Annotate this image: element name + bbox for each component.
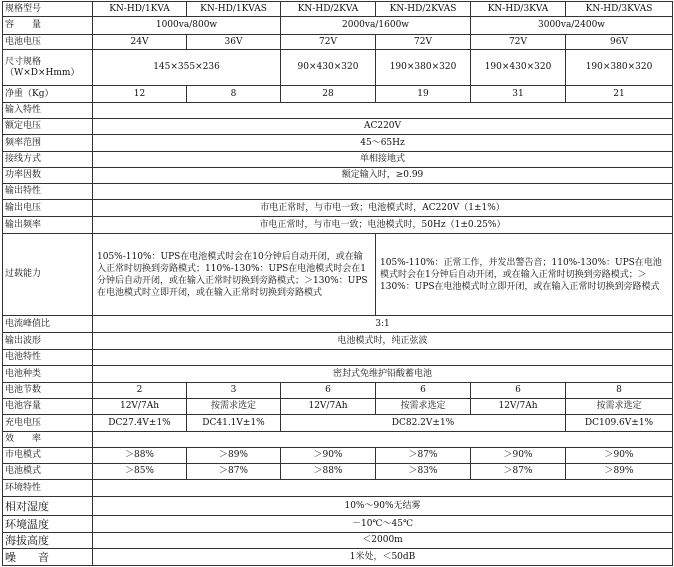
charge-voltage-value: DC41.1V±1%: [187, 415, 281, 432]
battery-section-row: [3, 350, 673, 366]
humidity-label: 相对湿度: [3, 497, 93, 516]
dimensions-value: 190×430×320: [471, 50, 566, 86]
weight-row: [3, 86, 673, 103]
weight-value: 21: [566, 86, 673, 103]
weight-value: 28: [281, 86, 376, 103]
battery-count-value: 6: [281, 383, 376, 399]
dimensions-value: 190×380×320: [376, 50, 471, 86]
battery-count-value: 8: [566, 383, 673, 399]
battery-section-heading: 电池特性: [3, 350, 93, 366]
output-frequency-row: [3, 217, 673, 234]
altitude-row: [3, 533, 673, 549]
power-factor-label: 功率因数: [3, 168, 93, 184]
battery-type-row: [3, 366, 673, 383]
weight-label: 净重（Kg）: [3, 86, 93, 103]
output-frequency-value: 市电正常时，与市电一致；电池模式时，50Hz（1±0.25%）: [93, 217, 673, 234]
mains-efficiency-value: ＞87%: [376, 448, 471, 464]
mains-efficiency-value: ＞89%: [187, 448, 281, 464]
battery-efficiency-value: ＞87%: [471, 464, 566, 480]
mains-efficiency-value: ＞90%: [566, 448, 673, 464]
capacity-value: 3000va/2400w: [471, 17, 673, 35]
battery-voltage-row: [3, 35, 673, 50]
battery-voltage-value: 72V: [281, 35, 376, 50]
model-label: 规格型号: [3, 2, 93, 17]
overload-row: [3, 234, 673, 316]
dimensions-label: [3, 50, 93, 86]
dimensions-value: 190×380×320: [566, 50, 673, 86]
battery-voltage-value: 72V: [471, 35, 566, 50]
noise-value: 1米处，＜50dB: [93, 549, 673, 566]
mains-efficiency-row: [3, 448, 673, 464]
mains-efficiency-label: 市电模式: [3, 448, 93, 464]
overload-value-right: 105%-110%：正常工作，并发出警告音；110%-130%：UPS在电池模式时会在1分钟后自动开闭，或在输入正常时切换到旁路模式；＞130%：UPS在电池模式时立即开闭，或在输入正常时切换到旁路模式: [376, 234, 673, 316]
overload-value-left: 105%-110%：UPS在电池模式时会在10分钟后自动开闭，或在输入正常时切换到旁路模式；110%-130%：UPS在电池模式时会在1分钟后自动开闭，或在输入正常时切换到旁路模式；＞130%：UPS在电池模式时立即开闭，或在输入正常时切换到旁路模式: [93, 234, 376, 316]
capacity-row: [3, 17, 673, 35]
efficiency-section-row: [3, 432, 673, 448]
charge-voltage-value: DC82.2V±1%: [281, 415, 566, 432]
humidity-row: [3, 497, 673, 516]
battery-capacity-value: 12V/7Ah: [471, 399, 566, 415]
rated-voltage-label: 额定电压: [3, 119, 93, 135]
battery-efficiency-row: [3, 464, 673, 480]
mains-efficiency-value: ＞90%: [281, 448, 376, 464]
input-section-row: [3, 103, 673, 119]
altitude-value: ＜2000m: [93, 533, 673, 549]
efficiency-section-heading: 效 率: [3, 432, 93, 448]
capacity-value: 1000va/800w: [93, 17, 281, 35]
output-frequency-label: 输出频率: [3, 217, 93, 234]
crest-factor-value: 3:1: [93, 316, 673, 333]
battery-capacity-row: [3, 399, 673, 415]
altitude-label: 海拔高度: [3, 533, 93, 549]
weight-value: 8: [187, 86, 281, 103]
battery-count-row: [3, 383, 673, 399]
dimensions-row: [3, 50, 673, 86]
battery-count-value: 3: [187, 383, 281, 399]
weight-value: 31: [471, 86, 566, 103]
battery-voltage-label: 电池电压: [3, 35, 93, 50]
charge-voltage-value: DC109.6V±1%: [566, 415, 673, 432]
output-voltage-row: [3, 200, 673, 217]
overload-label: 过载能力: [3, 234, 93, 316]
battery-capacity-value: 按需求选定: [187, 399, 281, 415]
dimensions-value: 90×430×320: [281, 50, 376, 86]
battery-count-label: 电池节数: [3, 383, 93, 399]
ups-spec-table: [2, 1, 673, 566]
environment-section-heading: 环境特性: [3, 480, 93, 497]
battery-type-label: 电池种类: [3, 366, 93, 383]
battery-voltage-value: 36V: [187, 35, 281, 50]
battery-efficiency-value: ＞87%: [187, 464, 281, 480]
input-frequency-row: [3, 135, 673, 152]
noise-label: 噪 音: [3, 549, 93, 566]
charge-voltage-label: 充电电压: [3, 415, 93, 432]
battery-count-value: 2: [93, 383, 187, 399]
model-name: KN-HD/1KVA: [93, 2, 187, 17]
battery-efficiency-value: ＞83%: [376, 464, 471, 480]
rated-voltage-row: [3, 119, 673, 135]
output-waveform-row: [3, 333, 673, 350]
output-voltage-label: 输出电压: [3, 200, 93, 217]
output-voltage-value: 市电正常时，与市电一致；电池模式时，AC220V（1±1%）: [93, 200, 673, 217]
battery-capacity-value: 按需求选定: [566, 399, 673, 415]
model-name: KN-HD/1KVAS: [187, 2, 281, 17]
battery-capacity-label: 电池容量: [3, 399, 93, 415]
noise-row: [3, 549, 673, 566]
model-name: KN-HD/2KVAS: [376, 2, 471, 17]
battery-voltage-value: 96V: [566, 35, 673, 50]
input-frequency-label: 频率范围: [3, 135, 93, 152]
weight-value: 12: [93, 86, 187, 103]
environment-section-row: [3, 480, 673, 497]
power-factor-row: [3, 168, 673, 184]
battery-efficiency-value: ＞85%: [93, 464, 187, 480]
battery-efficiency-label: 电池模式: [3, 464, 93, 480]
wiring-row: [3, 152, 673, 168]
rated-voltage-value: AC220V: [93, 119, 673, 135]
output-waveform-value: 电池模式时，纯正弦波: [93, 333, 673, 350]
wiring-value: 单相接地式: [93, 152, 673, 168]
battery-capacity-value: 12V/7Ah: [281, 399, 376, 415]
charge-voltage-value: DC27.4V±1%: [93, 415, 187, 432]
mains-efficiency-value: ＞88%: [93, 448, 187, 464]
battery-count-value: 6: [376, 383, 471, 399]
output-waveform-label: 输出波形: [3, 333, 93, 350]
capacity-value: 2000va/1600w: [281, 17, 471, 35]
model-header-row: [3, 2, 673, 17]
temperature-label: 环境温度: [3, 516, 93, 533]
battery-voltage-value: 24V: [93, 35, 187, 50]
capacity-label: 容 量: [3, 17, 93, 35]
dimensions-label-line2: （W×D×Hmm）: [5, 67, 80, 78]
dimensions-value: 145×355×236: [93, 50, 281, 86]
charge-voltage-row: [3, 415, 673, 432]
humidity-value: 10%～90%无结雾: [93, 497, 673, 516]
input-frequency-value: 45～65Hz: [93, 135, 673, 152]
power-factor-value: 额定输入时，≥0.99: [93, 168, 673, 184]
dimensions-label-line1: 尺寸规格: [5, 56, 42, 67]
crest-factor-row: [3, 316, 673, 333]
battery-capacity-value: 按需求选定: [376, 399, 471, 415]
temperature-value: －10℃～45℃: [93, 516, 673, 533]
battery-capacity-value: 12V/7Ah: [93, 399, 187, 415]
crest-factor-label: 电流峰值比: [3, 316, 93, 333]
mains-efficiency-value: ＞90%: [471, 448, 566, 464]
model-name: KN-HD/3KVAS: [566, 2, 673, 17]
model-name: KN-HD/3KVA: [471, 2, 566, 17]
battery-type-value: 密封式免维护铅酸蓄电池: [93, 366, 673, 383]
input-section-heading: 输入特性: [3, 103, 93, 119]
weight-value: 19: [376, 86, 471, 103]
battery-voltage-value: 72V: [376, 35, 471, 50]
battery-efficiency-value: ＞89%: [566, 464, 673, 480]
model-name: KN-HD/2KVA: [281, 2, 376, 17]
battery-efficiency-value: ＞88%: [281, 464, 376, 480]
wiring-label: 接线方式: [3, 152, 93, 168]
output-section-heading: 输出特性: [3, 184, 93, 200]
battery-count-value: 6: [471, 383, 566, 399]
output-section-row: [3, 184, 673, 200]
temperature-row: [3, 516, 673, 533]
